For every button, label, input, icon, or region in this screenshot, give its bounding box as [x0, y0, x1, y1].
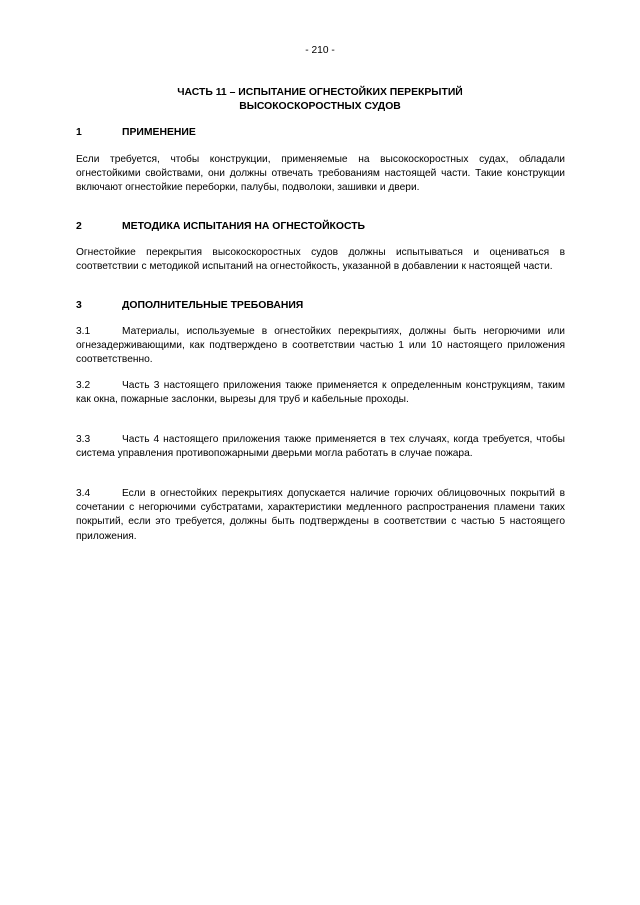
section-paragraph-1: Если требуется, чтобы конструкции, применяемые на высокоскоростных судах, обладали огнестойкими свойствами, они должны отвечать требованиям настоящей части. Такие конструкции включают огнестойкие переборки, палубы, подволоки, зашивки и двери. — [76, 154, 565, 194]
section-heading-3 — [76, 299, 566, 313]
paragraph-number: 3.3 — [76, 434, 91, 445]
section-heading-2 — [76, 220, 566, 234]
section-number: 2 — [76, 221, 82, 232]
section-paragraph-2: Огнестойкие перекрытия высокоскоростных судов должны испытываться и оцениваться в соответствии с методикой испытаний на огнестойкость, указанной в добавлении к настоящей части. — [76, 247, 565, 273]
numbered-paragraph-3-1 — [76, 325, 565, 368]
section-title: ДОПОЛНИТЕЛЬНЫЕ ТРЕБОВАНИЯ — [122, 300, 304, 311]
paragraph-number: 3.4 — [76, 488, 91, 499]
title-line-2: ВЫСОКОСКОРОСТНЫХ СУДОВ — [239, 100, 401, 112]
document-title — [80, 86, 560, 113]
section-title: МЕТОДИКА ИСПЫТАНИЯ НА ОГНЕСТОЙКОСТЬ — [122, 221, 366, 232]
paragraph-text: Материалы, используемые в огнестойких перекрытиях, должны быть негорючими или огнезадерживающими, как подтверждено в соответствии частью 1 или 10 настоящего приложения соответственно. — [76, 326, 565, 366]
numbered-paragraph-3-3 — [76, 433, 565, 461]
paragraph-text: Часть 3 настоящего приложения также применяется к определенным конструкциям, таким как окна, пожарные заслонки, вырезы для труб и кабельные проходы. — [76, 380, 565, 406]
section-number: 3 — [76, 300, 82, 311]
numbered-paragraph-3-2 — [76, 379, 565, 407]
numbered-paragraph-3-4 — [76, 487, 565, 544]
section-number: 1 — [76, 127, 82, 138]
paragraph-number: 3.2 — [76, 380, 91, 391]
page-number: - 210 - — [305, 45, 335, 56]
title-line-1: ЧАСТЬ 11 – ИСПЫТАНИЕ ОГНЕСТОЙКИХ ПЕРЕКРЫТИЙ — [177, 87, 463, 98]
section-heading-1 — [76, 126, 566, 140]
paragraph-number: 3.1 — [76, 326, 91, 337]
section-title: ПРИМЕНЕНИЕ — [122, 127, 196, 138]
paragraph-text: Если в огнестойких перекрытиях допускается наличие горючих облицовочных покрытий в сочетании с негорючими субстратами, характеристики медленного распространения пламени таких покрытий, если это требуется, должны быть подтверждены в соответствии с частью 5 настоящего приложения. — [76, 488, 565, 542]
paragraph-text: Часть 4 настоящего приложения также применяется в тех случаях, когда требуется, чтобы система управления противопожарными дверьми могла работать в случае пожара. — [76, 434, 565, 460]
